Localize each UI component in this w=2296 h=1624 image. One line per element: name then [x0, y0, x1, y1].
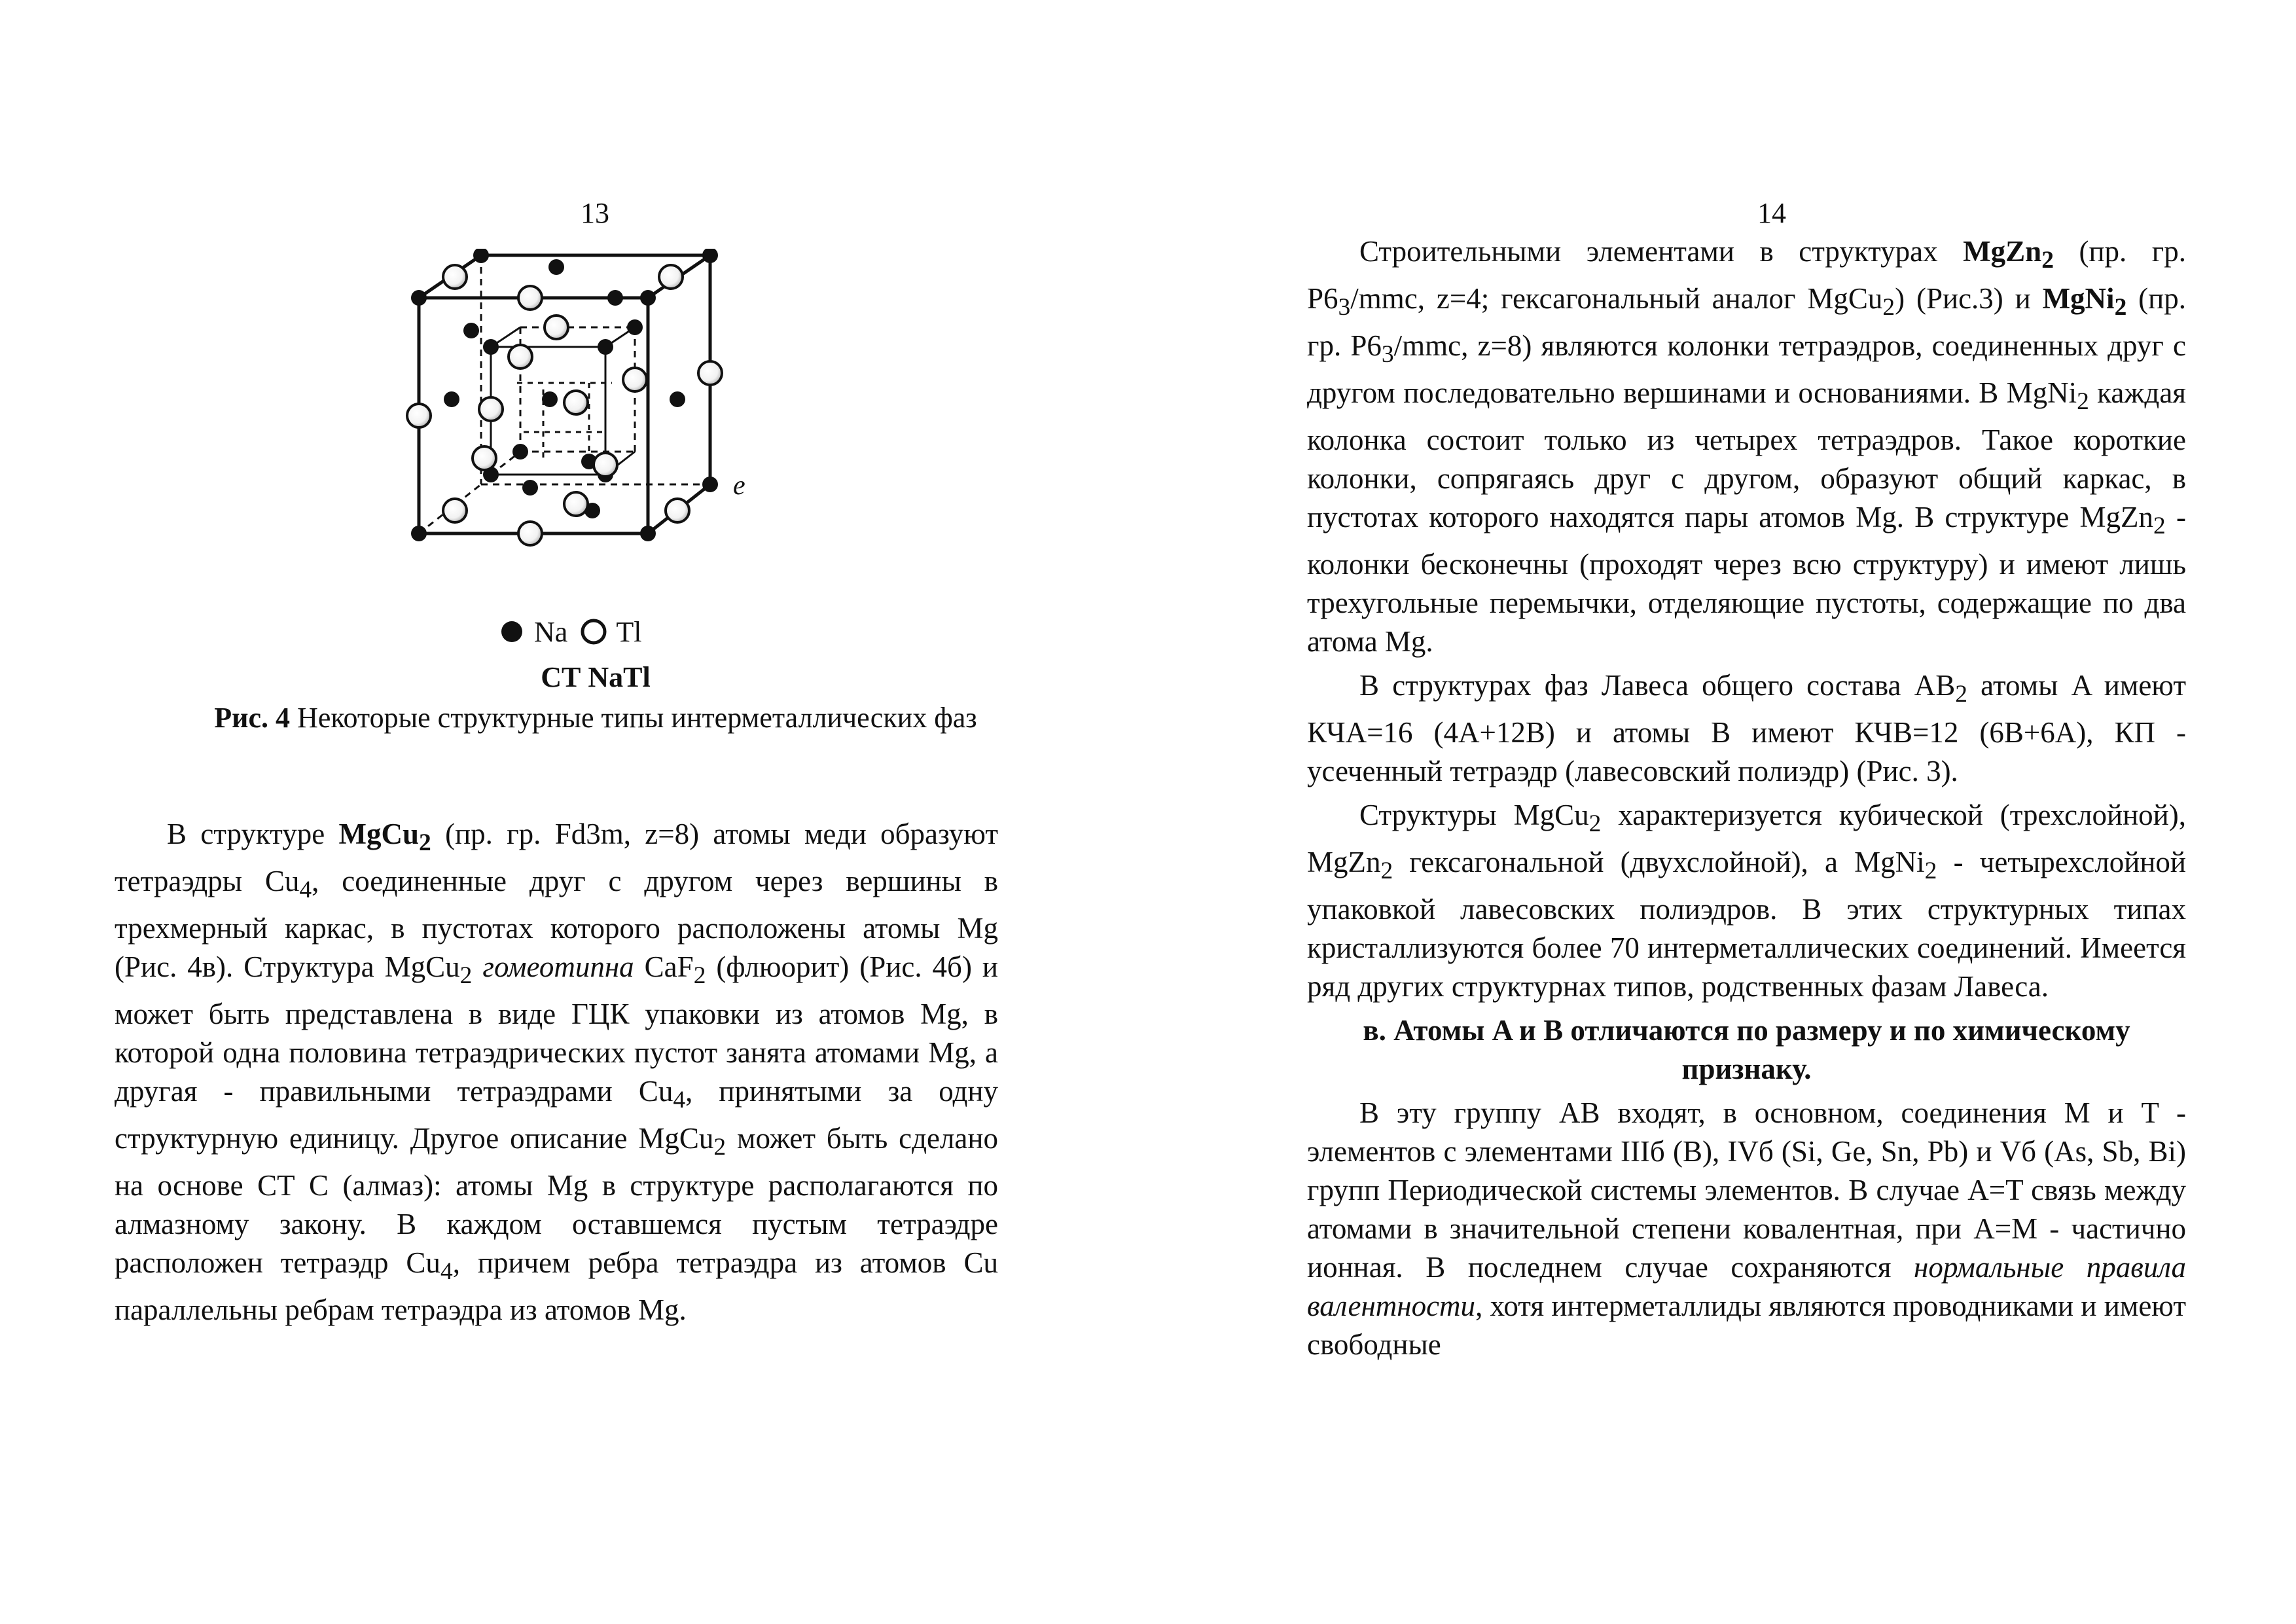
paragraph: Структуры MgCu$_2$ характеризуется кубической (трехслойной), MgZn$_2$ гексагональной (двухслойной), а MgNi$_2$ - четырехслойной упаковкой лавесовских полиэдров. В этих структурных типах кристаллизуются более 70 интерметаллических соединений. Имеется ряд других структурнах типов, родственных фазам Лавеса.	[1307, 799, 2187, 1003]
outer-cube-edges	[419, 255, 710, 533]
section-subheading: в. Атомы A и B отличаются по размеру и по химическому признаку.	[1363, 1014, 2130, 1085]
na-atom-icon	[497, 617, 526, 646]
legend-na-label: Na	[534, 615, 568, 648]
paragraph: Строительными элементами в структурах MgZn$_2$ (пр. гр. $P6_3$/mmc, z=4; гексагональный аналог MgCu$_2$) (Рис.3) и MgNi$_2$ (пр. гр. $P6_3$/mmc, z=8) являются колонки тетраэдров, соединенных друг с другом последовательно вершинами и основаниями. В MgNi$_2$ каждая колонка состоит только из четырех тетраэдров. Такое короткие колонки, сопрягаясь друг с другом, образуют общий каркас, в пустотах которого находятся пары атомов Mg. В структуре MgZn$_2$ - колонки бесконечны (проходят через всю структуру) и имеют лишь трехугольные перемычки, отделяющие пустоты, содержащие по два атома Mg.	[1307, 235, 2187, 658]
structure-type-title: СТ NaTl	[541, 661, 651, 693]
right-body-text	[1307, 232, 2186, 1364]
caption-label: Рис. 4	[214, 702, 291, 734]
paragraph: В структурах фаз Лавеса общего состава $AB_2$ атомы A имеют КЧА=16 (4A+12B) и атомы B имеют КЧВ=12 (6B+6A), КП - усеченный тетраэдр (лавесовский полиэдр) (Рис. 3).	[1307, 669, 2186, 787]
legend-tl	[579, 615, 641, 649]
na-atoms	[411, 249, 718, 541]
paragraph: В структуре MgCu$_2$ (пр. гр. Fd3m, z=8) атомы меди образуют тетраэдры $Cu_4$, соединенные друг с другом через вершины в трехмерный каркас, в пустотах которого расположены атомы Mg (Рис. 4в). Структура MgCu$_2$ гомеотипна CaF$_2$ (флюорит) (Рис. 4б) и может быть представлена в виде ГЦК упаковки из атомов Mg, в которой одна половина тетраэдрических пустот занята атомами Mg, а другая - правильными тетраэдрами $Cu_4$, принятыми за одну структурную единицу. Другое описание MgCu$_2$ может быть сделано на основе СТ С (алмаз): атомы Mg в структуре располагаются по алмазному закону. В каждом оставшемся пустым тетраэдре расположен тетраэдр $Cu_4$, причем ребра тетраэдра из атомов Cu параллельны ребрам тетраэдра из атомов Mg.	[115, 818, 999, 1326]
caption-text: Некоторые структурные типы интерметаллических фаз	[290, 702, 977, 734]
paragraph: В эту группу AB входят, в основном, соединения M и T - элементов с элементами IIIб (B), IVб (Si, Ge, Sn, Pb) и Vб (As, Sb, Bi) групп Периодической системы элементов. В случае A=T связь между атомами в значительной степени ковалентная, при A=M - частично ионная. В последнем случае сохраняются нормальные правила валентности, хотя интерметаллиды являются проводниками и имеют свободные	[1307, 1096, 2186, 1361]
page-number-left: 13	[581, 197, 609, 229]
legend-tl-label: Tl	[616, 615, 642, 648]
figure-legend	[497, 612, 694, 651]
legend-na	[497, 615, 567, 649]
natl-crystal-structure-figure	[393, 249, 798, 589]
page-number-right: 14	[1757, 197, 1786, 229]
figure-caption	[111, 700, 1080, 736]
left-body-text	[115, 815, 998, 1329]
tl-atom-icon	[579, 617, 608, 646]
corner-label-e: e	[733, 471, 745, 501]
